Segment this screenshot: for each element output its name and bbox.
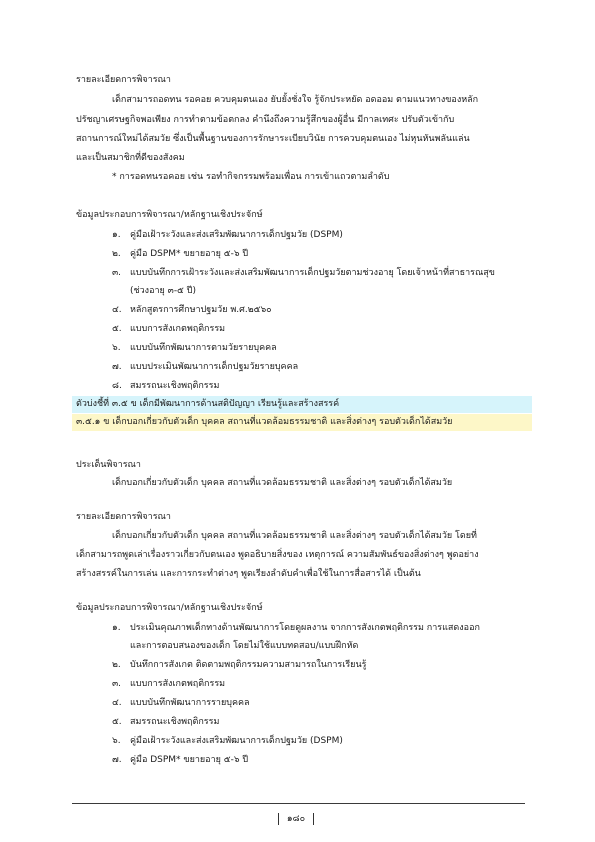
evidence-heading: ข้อมูลประกอบการพิจารณา/หลักฐานเชิงประจักษ์ [76,210,263,220]
list-item-number: ๓. [112,268,122,278]
details-line: เด็กสามารถอดทน รอคอย ควบคุมตนเอง ยับยั้งชั่งใจ รู้จักประหยัด อดออม ตามแนวทางของหลัก [112,95,479,105]
list-item-number: ๓. [112,679,122,689]
details-note: * การอดทนรอคอย เช่น รอทำกิจกรรมพร้อมเพื่อน การเข้าแถวตามลำดับ [112,172,390,182]
list-item: คู่มือเฝ้าระวังและส่งเสริมพัฒนาการเด็กปฐมวัย (DSPM) [130,736,343,746]
list-item-number: ๔. [112,305,122,315]
list-item-number: ๗. [112,362,122,372]
list-item: ประเมินคุณภาพเด็กทางด้านพัฒนาการโดยดูผลงาน จากการสังเกตพฤติกรรม การแสดงออก [130,623,480,633]
list-item: แบบบันทึกพัฒนาการตามวัยรายบุคคล [130,343,277,353]
issue-heading: ประเด็นพิจารณา [76,460,141,470]
list-item: สมรรถนะเชิงพฤติกรรม [130,717,220,727]
details-line: เด็กสามารถพูดเล่าเรื่องราวเกี่ยวกับตนเอง พูดอธิบายสิ่งของ เหตุการณ์ ความสัมพันธ์ของสิ่งต่างๆ พูดอย่าง [76,550,479,560]
list-item-number: ๖. [112,343,121,353]
list-item: คู่มือ DSPM* ขยายอายุ ๕-๖ ปี [130,249,249,259]
details-line: สร้างสรรค์ในการเล่น และการกระทำต่างๆ พูดเรียงลำดับคำเพื่อใช้ในการสื่อสารได้ เป็นต้น [76,569,421,579]
indicator-sub: ๓.๕.๑ ข เด็กบอกเกี่ยวกับตัวเด็ก บุคคล สถานที่แวดล้อมธรรมชาติ และสิ่งต่างๆ รอบตัวเด็กได้สมวัย [76,417,453,427]
list-item: สมรรถนะเชิงพฤติกรรม [130,381,220,391]
list-item-number: ๑. [112,230,121,240]
list-item-number: ๗. [112,755,122,765]
list-item: หลักสูตรการศึกษาปฐมวัย พ.ศ.๒๕๖๐ [130,305,272,315]
page-number-text: ๑๘๐ [286,814,306,824]
indicator-title: ตัวบ่งชี้ที่ ๓.๕ ข เด็กมีพัฒนาการด้านสติปัญญา เรียนรู้และสร้างสรรค์ [76,399,340,409]
list-item: แบบบันทึกการเฝ้าระวังและส่งเสริมพัฒนาการเด็กปฐมวัยตามช่วงอายุ โดยเจ้าหน้าที่สาธารณสุข [130,268,495,278]
list-item-number: ๒. [112,660,121,670]
list-item-continuation: และการตอบสนองของเด็ก โดยไม่ใช้แบบทดสอบ/แบบฝึกหัด [130,641,359,651]
list-item: คู่มือเฝ้าระวังและส่งเสริมพัฒนาการเด็กปฐมวัย (DSPM) [130,230,343,240]
list-item-number: ๕. [112,324,122,334]
list-item-number: ๑. [112,623,121,633]
list-item-number: ๕. [112,717,122,727]
details-line: สถานการณ์ใหม่ได้สมวัย ซึ่งเป็นพื้นฐานของการรักษาระเบียบวินัย การควบคุมตนเอง ไม่หุนหันพลันแล่น [76,134,470,144]
list-item: คู่มือ DSPM* ขยายอายุ ๕-๖ ปี [130,755,249,765]
list-item-continuation: (ช่วงอายุ ๓-๕ ปี) [130,286,196,296]
list-item: บันทึกการสังเกต ติดตามพฤติกรรมความสามารถในการเรียนรู้ [130,660,367,670]
list-item-number: ๖. [112,736,121,746]
details-heading: รายละเอียดการพิจารณา [76,75,171,85]
list-item: แบบการสังเกตพฤติกรรม [130,324,226,334]
details-line: เด็กบอกเกี่ยวกับตัวเด็ก บุคคล สถานที่แวดล้อมธรรมชาติ และสิ่งต่างๆ รอบตัวเด็กได้สมวัย โดยที่ [112,531,477,541]
list-item: แบบการสังเกตพฤติกรรม [130,679,226,689]
details-heading: รายละเอียดการพิจารณา [76,512,171,522]
details-line: และเป็นสมาชิกที่ดีของสังคม [76,153,185,163]
footer-divider [72,803,525,804]
page-number [270,812,322,827]
list-item: แบบบันทึกพัฒนาการรายบุคคล [130,698,250,708]
list-item: แบบประเมินพัฒนาการเด็กปฐมวัยรายบุคคล [130,362,299,372]
list-item-number: ๘. [112,381,122,391]
indicator-title-band [72,396,532,413]
evidence-heading: ข้อมูลประกอบการพิจารณา/หลักฐานเชิงประจักษ์ [76,603,263,613]
issue-text: เด็กบอกเกี่ยวกับตัวเด็ก บุคคล สถานที่แวดล้อมธรรมชาติ และสิ่งต่างๆ รอบตัวเด็กได้สมวัย [112,478,453,488]
indicator-sub-band [72,414,532,431]
page-number-bar-right [313,813,314,825]
details-line: ปรัชญาเศรษฐกิจพอเพียง การทำตามข้อตกลง คำนึงถึงความรู้สึกของผู้อื่น มีกาลเทศะ ปรับตัวเข้ากับ [76,115,455,125]
list-item-number: ๒. [112,249,121,259]
list-item-number: ๔. [112,698,122,708]
